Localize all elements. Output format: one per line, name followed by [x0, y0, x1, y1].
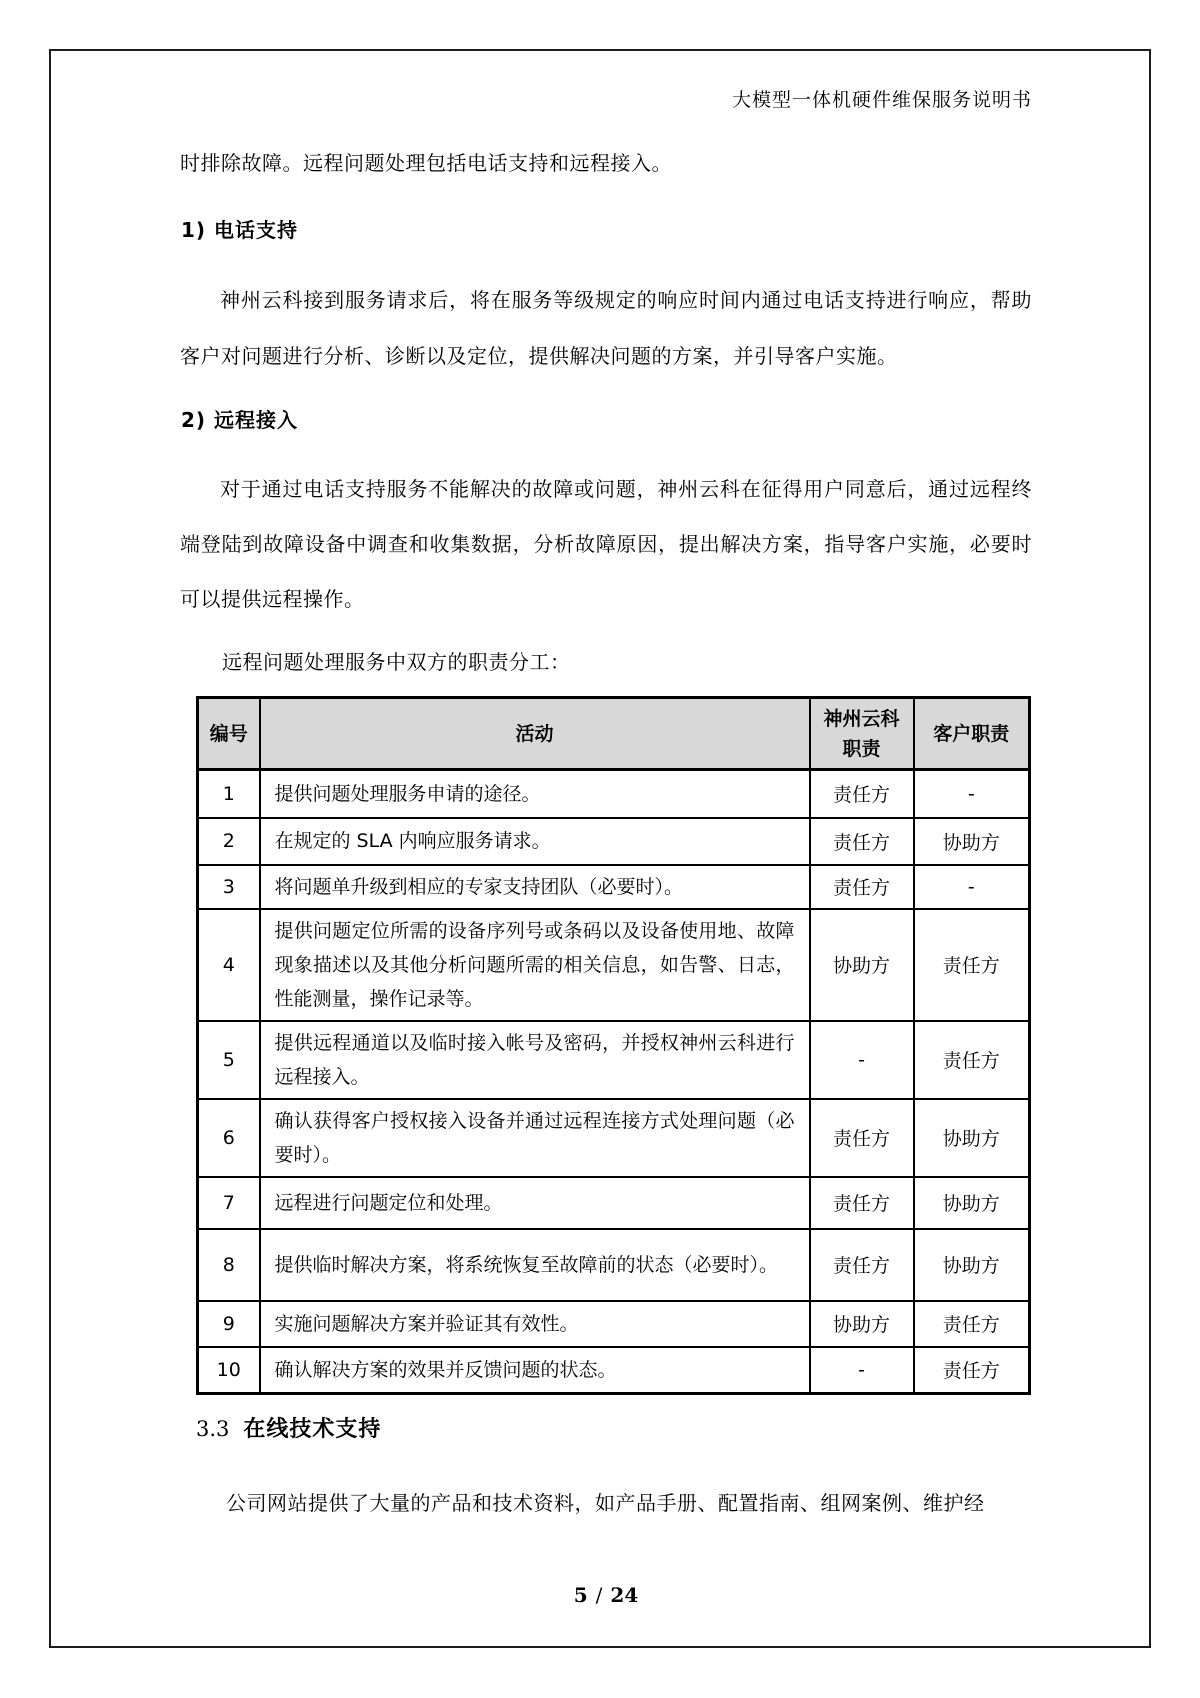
- row-number: 6: [198, 1099, 260, 1177]
- row-activity: 确认获得客户授权接入设备并通过远程连接方式处理问题（必要时）。: [260, 1099, 810, 1177]
- online-support-section-heading: [196, 1412, 381, 1443]
- online-support-paragraph: 公司网站提供了大量的产品和技术资料，如产品手册、配置指南、组网案例、维护经: [226, 1491, 985, 1515]
- table-row: [198, 1177, 1030, 1229]
- row-number: 8: [198, 1229, 260, 1301]
- remote-access-heading: 2) 远程接入: [181, 408, 299, 432]
- row-vendor-role: -: [810, 1347, 914, 1394]
- row-vendor-role: 责任方: [810, 1177, 914, 1229]
- page-number-separator: /: [595, 1583, 603, 1607]
- row-customer-role: 协助方: [914, 1229, 1030, 1301]
- row-customer-role: 协助方: [914, 1099, 1030, 1177]
- document-header-title: 大模型一体机硬件维保服务说明书: [731, 89, 1032, 111]
- section-number: 3.3: [196, 1417, 230, 1441]
- responsibilities-table: [196, 696, 1031, 1395]
- row-customer-role: 责任方: [914, 1347, 1030, 1394]
- row-number: 3: [198, 865, 260, 909]
- table-row: [198, 818, 1030, 865]
- row-number: 9: [198, 1301, 260, 1347]
- table-row: [198, 1021, 1030, 1099]
- row-number: 2: [198, 818, 260, 865]
- table-row: [198, 1229, 1030, 1301]
- row-activity: 提供问题处理服务申请的途径。: [260, 770, 810, 818]
- page-footer: [180, 1583, 1032, 1607]
- table-row: [198, 1099, 1030, 1177]
- intro-paragraph: 时排除故障。远程问题处理包括电话支持和远程接入。: [180, 151, 672, 175]
- row-customer-role: -: [914, 770, 1030, 818]
- table-row: [198, 1301, 1030, 1347]
- row-activity: 在规定的 SLA 内响应服务请求。: [260, 818, 810, 865]
- row-number: 7: [198, 1177, 260, 1229]
- row-vendor-role: 协助方: [810, 1301, 914, 1347]
- row-vendor-role: 责任方: [810, 865, 914, 909]
- column-header-number: 编号: [198, 698, 260, 770]
- section-title: 在线技术支持: [243, 1417, 382, 1442]
- responsibilities-table-intro: 远程问题处理服务中双方的职责分工：: [222, 650, 571, 674]
- remote-access-paragraph: 对于通过电话支持服务不能解决的故障或问题，神州云科在征得用户同意后，通过远程终端登陆到故障设备中调查和收集数据，分析故障原因，提出解决方案，指导客户实施，必要时可以提供远程操作。: [180, 477, 1032, 611]
- table-header-row: [198, 698, 1030, 770]
- phone-support-paragraph: 神州云科接到服务请求后，将在服务等级规定的响应时间内通过电话支持进行响应，帮助客户对问题进行分析、诊断以及定位，提供解决问题的方案，并引导客户实施。: [180, 288, 1032, 368]
- column-header-customer-responsibility: 客户职责: [914, 698, 1030, 770]
- row-number: 10: [198, 1347, 260, 1394]
- row-activity: 将问题单升级到相应的专家支持团队（必要时）。: [260, 865, 810, 909]
- row-customer-role: 责任方: [914, 1021, 1030, 1099]
- row-activity: 提供临时解决方案，将系统恢复至故障前的状态（必要时）。: [260, 1229, 810, 1301]
- row-number: 4: [198, 909, 260, 1021]
- row-vendor-role: 责任方: [810, 770, 914, 818]
- table-row: [198, 865, 1030, 909]
- row-customer-role: -: [914, 865, 1030, 909]
- row-activity: 提供问题定位所需的设备序列号或条码以及设备使用地、故障现象描述以及其他分析问题所需的相关信息，如告警、日志，性能测量，操作记录等。: [260, 909, 810, 1021]
- row-number: 1: [198, 770, 260, 818]
- row-activity: 远程进行问题定位和处理。: [260, 1177, 810, 1229]
- phone-support-heading: 1) 电话支持: [181, 218, 299, 242]
- table-row: [198, 909, 1030, 1021]
- row-customer-role: 责任方: [914, 1301, 1030, 1347]
- row-customer-role: 责任方: [914, 909, 1030, 1021]
- table-row: [198, 770, 1030, 818]
- row-vendor-role: 责任方: [810, 1099, 914, 1177]
- column-header-vendor-responsibility: 神州云科职责: [810, 698, 914, 770]
- total-page-count: 24: [610, 1583, 639, 1607]
- current-page-number: 5: [573, 1583, 588, 1607]
- row-vendor-role: 责任方: [810, 818, 914, 865]
- row-activity: 确认解决方案的效果并反馈问题的状态。: [260, 1347, 810, 1394]
- row-activity: 提供远程通道以及临时接入帐号及密码，并授权神州云科进行远程接入。: [260, 1021, 810, 1099]
- row-vendor-role: 协助方: [810, 909, 914, 1021]
- row-customer-role: 协助方: [914, 1177, 1030, 1229]
- table-row: [198, 1347, 1030, 1394]
- row-vendor-role: -: [810, 1021, 914, 1099]
- column-header-activity: 活动: [260, 698, 810, 770]
- row-activity: 实施问题解决方案并验证其有效性。: [260, 1301, 810, 1347]
- row-customer-role: 协助方: [914, 818, 1030, 865]
- row-number: 5: [198, 1021, 260, 1099]
- row-vendor-role: 责任方: [810, 1229, 914, 1301]
